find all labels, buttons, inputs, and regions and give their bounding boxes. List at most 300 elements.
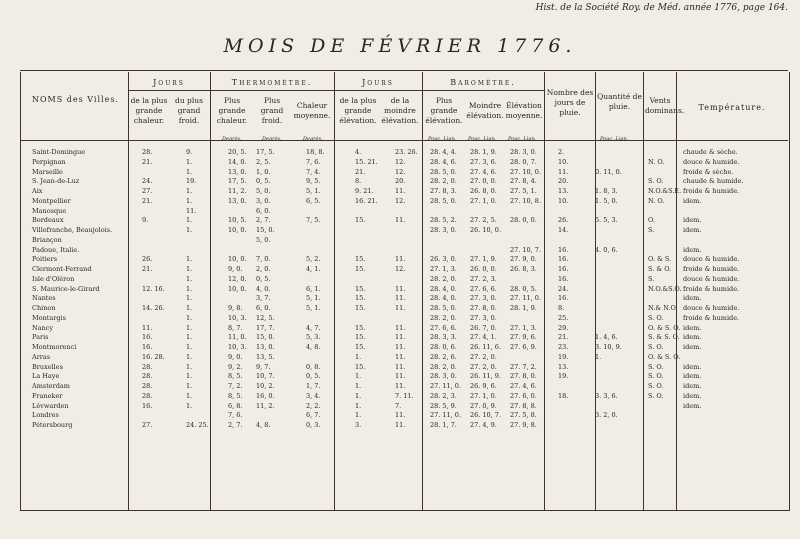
temperature-cell: idem. bbox=[683, 333, 702, 342]
jour-froid-cell: 24. 25. bbox=[186, 421, 209, 429]
baro-moyenne-cell: 28. 0, 5. bbox=[510, 284, 537, 293]
temperature-cell: froide & humide. bbox=[683, 313, 740, 322]
temperature-cell: idem. bbox=[683, 294, 702, 303]
jour-moindre-elevation-cell: 11. bbox=[395, 187, 406, 195]
baro-moyenne-cell: 28. 0, 0. bbox=[510, 216, 537, 225]
thermo-max-cell: 9, 2. bbox=[228, 362, 243, 371]
jour-chaleur-cell: 27. bbox=[142, 421, 153, 429]
temperature-cell: douce & humide. bbox=[683, 304, 740, 312]
city-name: Marseille bbox=[32, 167, 63, 176]
baro-min-cell: 27. 0, 0. bbox=[470, 177, 497, 186]
table-row bbox=[20, 236, 788, 246]
temperature-cell: douce & humide. bbox=[683, 255, 740, 264]
thermo-max-cell: 9, 0. bbox=[228, 265, 243, 273]
thermo-max-cell: 14, 0. bbox=[228, 157, 247, 166]
table-row bbox=[20, 382, 788, 392]
table-row bbox=[20, 285, 788, 295]
header-baro-grande: Plus grande élévation. bbox=[425, 96, 463, 125]
vents-cell: S. & S. O. bbox=[648, 333, 680, 342]
vents-cell: S. O. bbox=[648, 362, 664, 371]
jour-moindre-elevation-cell: 12. bbox=[395, 157, 406, 166]
baro-moyenne-cell: 27. 10, 0. bbox=[510, 167, 542, 176]
baro-min-cell: 26. 7, 0. bbox=[470, 323, 497, 332]
jour-chaleur-cell: 28. bbox=[142, 148, 153, 156]
thermo-moyenne-cell: 5, 3. bbox=[306, 333, 321, 342]
baro-min-cell: 27. 2, 3. bbox=[470, 274, 497, 283]
units-degres: Degrés. bbox=[303, 136, 323, 142]
baro-min-cell: 26. 8, 0. bbox=[470, 187, 497, 195]
city-name: Montmorenci bbox=[32, 343, 77, 351]
header-jours-froid: du plus grand froid. bbox=[175, 96, 203, 125]
thermo-moyenne-cell: 4, 8. bbox=[306, 343, 321, 351]
jour-grande-elevation-cell: 1. bbox=[355, 401, 362, 410]
jours-pluie-cell: 21. bbox=[558, 333, 569, 342]
jours-pluie-cell: 10. bbox=[558, 157, 569, 166]
table-row bbox=[20, 411, 788, 421]
jour-grande-elevation-cell: 1. bbox=[355, 391, 362, 400]
baro-max-cell: 28. 4, 6. bbox=[430, 157, 457, 166]
jour-moindre-elevation-cell: 11. bbox=[395, 323, 406, 332]
thermo-moyenne-cell: 18, 8. bbox=[306, 148, 325, 156]
thermo-min-cell: 9, 7. bbox=[256, 362, 271, 371]
thermo-moyenne-cell: 7, 4. bbox=[306, 167, 321, 176]
thermo-min-cell: 4, 0. bbox=[256, 284, 271, 293]
jour-chaleur-cell: 14. 26. bbox=[142, 304, 165, 312]
jours-pluie-cell: 11. bbox=[558, 167, 569, 176]
header-barometre: Baromètre. bbox=[450, 78, 516, 87]
jour-grande-elevation-cell: 15. 21. bbox=[355, 157, 378, 166]
thermo-moyenne-cell: 4, 1. bbox=[306, 265, 321, 273]
baro-max-cell: 28. 5, 9. bbox=[430, 401, 457, 410]
header-quantite-pluie: Quantité de pluie. bbox=[597, 92, 642, 111]
thermo-moyenne-cell: 7, 6. bbox=[306, 157, 321, 166]
jour-froid-cell: 19. bbox=[186, 177, 197, 186]
baro-moyenne-cell: 26. 8, 3. bbox=[510, 265, 537, 273]
temperature-cell: froide & humide. bbox=[683, 187, 740, 195]
header-jours-moindre-elevation: de la moindre élévation. bbox=[381, 96, 419, 125]
jours-pluie-cell: 24. bbox=[558, 284, 569, 293]
jour-froid-cell: 9. bbox=[186, 148, 193, 156]
jours-pluie-cell: 13. bbox=[558, 187, 569, 195]
units-pouc-lign: Pouc. Lign. bbox=[600, 136, 629, 142]
city-name: Arras bbox=[32, 352, 51, 361]
baro-max-cell: 27. 11, 0. bbox=[430, 411, 462, 420]
thermo-max-cell: 6, 8. bbox=[228, 401, 243, 410]
jour-grande-elevation-cell: 15. bbox=[355, 294, 366, 303]
vents-cell: S. bbox=[648, 226, 655, 234]
header-temperature: Température. bbox=[698, 103, 766, 112]
jour-moindre-elevation-cell: 11. bbox=[395, 343, 406, 351]
jour-moindre-elevation-cell: 11. bbox=[395, 372, 406, 381]
units-pouc-lign: Pouc. Lign. bbox=[468, 136, 497, 142]
temperature-cell: froide & sèche. bbox=[683, 167, 734, 176]
city-name: Chinon bbox=[32, 304, 56, 312]
temperature-cell: idem. bbox=[683, 362, 702, 371]
jour-grande-elevation-cell: 16. 21. bbox=[355, 196, 378, 205]
jour-moindre-elevation-cell: 11. bbox=[395, 411, 406, 420]
thermo-max-cell: 20, 5. bbox=[228, 148, 247, 156]
thermo-moyenne-cell: 5, 2. bbox=[306, 255, 321, 264]
jours-pluie-cell: 16. bbox=[558, 255, 569, 264]
jour-chaleur-cell: 16. bbox=[142, 401, 153, 410]
table-row bbox=[20, 158, 788, 168]
thermo-moyenne-cell: 2, 2. bbox=[306, 401, 321, 410]
jour-moindre-elevation-cell: 11. bbox=[395, 294, 406, 303]
baro-moyenne-cell: 28. 0, 7. bbox=[510, 157, 537, 166]
vents-cell: S. O. bbox=[648, 372, 664, 381]
baro-moyenne-cell: 27. 6, 9. bbox=[510, 343, 537, 351]
thermo-min-cell: 6, 0. bbox=[256, 304, 271, 312]
thermo-max-cell: 10, 0. bbox=[228, 255, 247, 264]
baro-moyenne-cell: 27. 11, 0. bbox=[510, 294, 542, 303]
jour-froid-cell: 1. bbox=[186, 284, 193, 293]
baro-min-cell: 27. 6, 6. bbox=[470, 284, 497, 293]
baro-moyenne-cell: 27. 9, 6. bbox=[510, 333, 537, 342]
thermo-max-cell: 9, 0. bbox=[228, 352, 243, 361]
vents-cell: N.& N.O. bbox=[648, 304, 678, 312]
baro-moyenne-cell: 27. 8, 0. bbox=[510, 372, 537, 381]
city-name: Perpignan bbox=[32, 157, 66, 166]
table-row bbox=[20, 333, 788, 343]
table-row bbox=[20, 353, 788, 363]
thermo-min-cell: 15, 0. bbox=[256, 333, 275, 342]
vents-cell: S. bbox=[648, 274, 655, 283]
thermo-max-cell: 8, 5. bbox=[228, 372, 243, 381]
header-thermo-moyenne: Chaleur moyenne. bbox=[293, 101, 331, 120]
jour-moindre-elevation-cell: 7. bbox=[395, 401, 402, 410]
thermo-min-cell: 13, 0. bbox=[256, 343, 275, 351]
jours-pluie-cell: 29. bbox=[558, 323, 569, 332]
group-rule bbox=[334, 90, 422, 91]
baro-max-cell: 28. 4, 4. bbox=[430, 148, 457, 156]
vents-cell: S. O. bbox=[648, 177, 664, 186]
page-title: MOIS DE FÉVRIER 1776. bbox=[223, 35, 577, 57]
thermo-max-cell: 10, 3. bbox=[228, 343, 247, 351]
running-head: Hist. de la Société Roy. de Méd. année 1776, page 164. bbox=[535, 3, 788, 13]
temperature-cell: idem. bbox=[683, 401, 702, 410]
table-row bbox=[20, 168, 788, 178]
baro-max-cell: 27. 1, 3. bbox=[430, 265, 457, 273]
table-row bbox=[20, 304, 788, 314]
baro-min-cell: 26. 9, 6. bbox=[470, 382, 497, 390]
jour-froid-cell: 1. bbox=[186, 323, 193, 332]
jour-froid-cell: 1. bbox=[186, 226, 193, 234]
quantite-pluie-cell: 3. 3, 6. bbox=[595, 391, 618, 400]
vents-cell: S. O. bbox=[648, 391, 664, 400]
quantite-pluie-cell: 5. 5, 3. bbox=[595, 216, 618, 225]
thermo-min-cell: 16, 0. bbox=[256, 391, 275, 400]
temperature-cell: idem. bbox=[683, 323, 702, 332]
baro-min-cell: 27. 3, 6. bbox=[470, 157, 497, 166]
jour-froid-cell: 1. bbox=[186, 167, 193, 176]
table-row bbox=[20, 265, 788, 275]
vents-cell: O. & S. bbox=[648, 255, 672, 264]
table-row bbox=[20, 324, 788, 334]
thermo-min-cell: 12, 5. bbox=[256, 313, 275, 322]
thermo-moyenne-cell: 4, 7. bbox=[306, 323, 321, 332]
city-name: Lévwarden bbox=[32, 401, 69, 410]
thermo-min-cell: 2, 7. bbox=[256, 216, 271, 225]
jour-froid-cell: 1. bbox=[186, 401, 193, 410]
header-jours: Jours bbox=[153, 78, 185, 87]
jour-chaleur-cell: 26. bbox=[142, 255, 153, 264]
jour-moindre-elevation-cell: 11. bbox=[395, 255, 406, 264]
jours-pluie-cell: 25. bbox=[558, 313, 569, 322]
thermo-min-cell: 11, 2. bbox=[256, 401, 275, 410]
thermo-min-cell: 6, 0. bbox=[256, 206, 271, 215]
jour-froid-cell: 1. bbox=[186, 333, 193, 342]
thermo-moyenne-cell: 5, 1. bbox=[306, 304, 321, 312]
thermo-moyenne-cell: 6, 7. bbox=[306, 411, 321, 420]
jour-froid-cell: 1. bbox=[186, 372, 193, 381]
jour-moindre-elevation-cell: 11. bbox=[395, 362, 406, 371]
city-name: Nancy bbox=[32, 323, 54, 332]
baro-min-cell: 27. 4, 1. bbox=[470, 333, 497, 342]
baro-min-cell: 27. 4, 6. bbox=[470, 167, 497, 176]
baro-min-cell: 27. 3, 0. bbox=[470, 313, 497, 322]
jour-grande-elevation-cell: 15. bbox=[355, 255, 366, 264]
temperature-cell: idem. bbox=[683, 343, 702, 351]
thermo-moyenne-cell: 3, 4. bbox=[306, 391, 321, 400]
jour-moindre-elevation-cell: 11. bbox=[395, 284, 406, 293]
temperature-cell: idem. bbox=[683, 391, 702, 400]
baro-max-cell: 28. 2, 3. bbox=[430, 391, 457, 400]
baro-moyenne-cell: 27. 7, 2. bbox=[510, 362, 537, 371]
header-thermo-froid: Plus grand froid. bbox=[260, 96, 284, 125]
jour-grande-elevation-cell: 15. bbox=[355, 304, 366, 312]
jour-moindre-elevation-cell: 11. bbox=[395, 421, 406, 429]
jour-grande-elevation-cell: 1. bbox=[355, 411, 362, 420]
thermo-max-cell: 17, 5. bbox=[228, 177, 247, 186]
baro-min-cell: 27. 8, 0. bbox=[470, 304, 497, 312]
vents-cell: N. O. bbox=[648, 157, 665, 166]
jour-chaleur-cell: 16. bbox=[142, 343, 153, 351]
baro-moyenne-cell: 27. 9, 8. bbox=[510, 421, 537, 429]
thermo-min-cell: 0, 5. bbox=[256, 274, 271, 283]
jour-moindre-elevation-cell: 23. 26. bbox=[395, 148, 418, 156]
thermo-min-cell: 7, 0. bbox=[256, 255, 271, 264]
jour-chaleur-cell: 27. bbox=[142, 187, 153, 195]
jour-froid-cell: 1. bbox=[186, 304, 193, 312]
vents-cell: N.O.&S.E. bbox=[648, 187, 682, 195]
city-name: S. Maurice-le-Girard bbox=[32, 284, 100, 293]
thermo-max-cell: 9, 8. bbox=[228, 304, 243, 312]
baro-max-cell: 28. 4, 0. bbox=[430, 294, 457, 303]
baro-min-cell: 26. 10, 0. bbox=[470, 226, 502, 234]
jour-froid-cell: 1. bbox=[186, 187, 193, 195]
jours-pluie-cell: 20. bbox=[558, 177, 569, 186]
jour-chaleur-cell: 21. bbox=[142, 157, 153, 166]
jour-grande-elevation-cell: 4. bbox=[355, 148, 362, 156]
baro-moyenne-cell: 27. 1, 3. bbox=[510, 323, 537, 332]
baro-max-cell: 27. 8, 3. bbox=[430, 187, 457, 195]
table-row bbox=[20, 363, 788, 373]
quantite-pluie-cell: 1. 4, 6. bbox=[595, 333, 618, 342]
baro-max-cell: 27. 11, 0. bbox=[430, 382, 462, 390]
city-name: Poitiers bbox=[32, 255, 58, 264]
table-row bbox=[20, 392, 788, 402]
header-baro-moyenne: Élévation moyenne. bbox=[505, 101, 543, 120]
baro-min-cell: 27. 4, 9. bbox=[470, 421, 497, 429]
thermo-max-cell: 7, 6. bbox=[228, 411, 243, 420]
jours-pluie-cell: 8. bbox=[558, 304, 565, 312]
thermo-max-cell: 13, 0. bbox=[228, 196, 247, 205]
baro-max-cell: 28. 0, 6. bbox=[430, 343, 457, 351]
title-rule bbox=[20, 70, 788, 71]
thermo-min-cell: 15, 0. bbox=[256, 226, 275, 234]
table-row bbox=[20, 255, 788, 265]
jour-chaleur-cell: 12. 16. bbox=[142, 284, 165, 293]
header-jours-baro: Jours bbox=[362, 78, 394, 87]
jour-froid-cell: 1. bbox=[186, 157, 193, 166]
baro-max-cell: 26. 3, 0. bbox=[430, 255, 457, 264]
jour-grande-elevation-cell: 15. bbox=[355, 265, 366, 273]
city-name: Saint-Domingue bbox=[32, 148, 86, 156]
table-row bbox=[20, 197, 788, 207]
units-degres: Degrés. bbox=[222, 136, 242, 142]
units-degres: Degrés. bbox=[262, 136, 282, 142]
jour-moindre-elevation-cell: 12. bbox=[395, 167, 406, 176]
table-row bbox=[20, 177, 788, 187]
jour-froid-cell: 1. bbox=[186, 352, 193, 361]
vents-cell: S. O. bbox=[648, 343, 664, 351]
thermo-max-cell: 10, 3. bbox=[228, 313, 247, 322]
table-row bbox=[20, 314, 788, 324]
jour-moindre-elevation-cell: 11. bbox=[395, 352, 406, 361]
city-name: Isle d'Oléron bbox=[32, 274, 75, 283]
thermo-moyenne-cell: 5, 1. bbox=[306, 187, 321, 195]
baro-moyenne-cell: 28. 3, 0. bbox=[510, 148, 537, 156]
thermo-min-cell: 1, 0. bbox=[256, 167, 271, 176]
city-name: Clermont-Ferrand bbox=[32, 265, 92, 273]
jours-pluie-cell: 19. bbox=[558, 352, 569, 361]
jour-grande-elevation-cell: 21. bbox=[355, 167, 366, 176]
baro-min-cell: 28. 1, 9. bbox=[470, 148, 497, 156]
jours-pluie-cell: 23. bbox=[558, 343, 569, 351]
baro-max-cell: 28. 2, 0. bbox=[430, 177, 457, 186]
baro-min-cell: 27. 2, 0. bbox=[470, 352, 497, 361]
thermo-moyenne-cell: 6, 1. bbox=[306, 284, 321, 293]
temperature-cell: chaude & sèche. bbox=[683, 148, 738, 156]
temperature-cell: idem. bbox=[683, 245, 702, 254]
city-name: Montargis bbox=[32, 313, 66, 322]
thermo-moyenne-cell: 6, 5. bbox=[306, 196, 321, 205]
temperature-cell: froide & humide. bbox=[683, 265, 740, 273]
jour-grande-elevation-cell: 15. bbox=[355, 323, 366, 332]
baro-min-cell: 27. 1, 0. bbox=[470, 196, 497, 205]
header-jours-pluie: Nombre des jours de pluie. bbox=[546, 88, 594, 117]
baro-moyenne-cell: 27. 5, 1. bbox=[510, 187, 537, 195]
thermo-min-cell: 5, 0. bbox=[256, 235, 271, 244]
thermo-min-cell: 17, 5. bbox=[256, 148, 275, 156]
temperature-cell: douce & humide. bbox=[683, 274, 740, 283]
jour-grande-elevation-cell: 15. bbox=[355, 362, 366, 371]
jours-pluie-cell: 2. bbox=[558, 148, 565, 156]
baro-max-cell: 28. 5, 0. bbox=[430, 167, 457, 176]
jours-pluie-cell: 16. bbox=[558, 274, 569, 283]
city-name: S. Jean-de-Luz bbox=[32, 177, 80, 186]
jour-grande-elevation-cell: 1. bbox=[355, 352, 362, 361]
jour-moindre-elevation-cell: 12. bbox=[395, 265, 406, 273]
thermo-min-cell: 0, 5. bbox=[256, 177, 271, 186]
city-name: Franeker bbox=[32, 391, 63, 400]
table-row bbox=[20, 402, 788, 412]
thermo-max-cell: 7, 2. bbox=[228, 382, 243, 390]
city-name: Pétersbourg bbox=[32, 421, 73, 429]
jours-pluie-cell: 13. bbox=[558, 362, 569, 371]
baro-moyenne-cell: 27. 5, 8. bbox=[510, 411, 537, 420]
thermo-min-cell: 13, 5. bbox=[256, 352, 275, 361]
baro-moyenne-cell: 27. 10, 8. bbox=[510, 196, 542, 205]
thermo-min-cell: 4, 8. bbox=[256, 421, 271, 429]
thermo-moyenne-cell: 5, 1. bbox=[306, 294, 321, 303]
vents-cell: N.O.&S.O. bbox=[648, 284, 682, 293]
city-name: Villefranche, Beaujolois. bbox=[32, 226, 113, 234]
table-row bbox=[20, 343, 788, 353]
baro-max-cell: 28. 5, 0. bbox=[430, 196, 457, 205]
city-name: Nantes bbox=[32, 294, 56, 303]
thermo-moyenne-cell: 0, 3. bbox=[306, 421, 321, 429]
header-thermo-chaleur: Plus grande chaleur. bbox=[216, 96, 248, 125]
jour-froid-cell: 1. bbox=[186, 216, 193, 225]
jour-grande-elevation-cell: 15. bbox=[355, 343, 366, 351]
jour-grande-elevation-cell: 1. bbox=[355, 372, 362, 381]
temperature-cell: froide & humide. bbox=[683, 284, 740, 293]
thermo-max-cell: 10, 5. bbox=[228, 216, 247, 225]
baro-min-cell: 27. 1, 0. bbox=[470, 391, 497, 400]
thermo-min-cell: 3, 7. bbox=[256, 294, 271, 303]
table-row bbox=[20, 246, 788, 256]
vents-cell: O. & S. O. bbox=[648, 323, 681, 332]
baro-min-cell: 26. 0, 0. bbox=[470, 265, 497, 273]
header-thermometre: Thermomètre. bbox=[231, 78, 313, 87]
jour-moindre-elevation-cell: 20. bbox=[395, 177, 406, 186]
thermo-min-cell: 5, 0. bbox=[256, 187, 271, 195]
units-pouc-lign: Pouc. Lign. bbox=[428, 136, 457, 142]
baro-min-cell: 27. 2, 5. bbox=[470, 216, 497, 225]
thermo-moyenne-cell: 0, 8. bbox=[306, 362, 321, 371]
jours-pluie-cell: 14. bbox=[558, 226, 569, 234]
jour-froid-cell: 1. bbox=[186, 362, 193, 371]
city-name: Montpellier bbox=[32, 196, 71, 205]
header-baro-moindre: Moindre élévation. bbox=[466, 101, 504, 120]
table-row bbox=[20, 226, 788, 236]
vents-cell: N. O. bbox=[648, 196, 665, 205]
baro-max-cell: 27. 6, 6. bbox=[430, 323, 457, 332]
jour-froid-cell: 1. bbox=[186, 313, 193, 322]
baro-max-cell: 28. 2, 0. bbox=[430, 362, 457, 371]
jour-grande-elevation-cell: 15. bbox=[355, 333, 366, 342]
table-row bbox=[20, 148, 788, 158]
baro-max-cell: 28. 4, 0. bbox=[430, 284, 457, 293]
group-rule bbox=[422, 90, 544, 91]
quantite-pluie-cell: 1. 8, 3. bbox=[595, 187, 618, 195]
header-jours-chaleur: de la plus grande chaleur. bbox=[130, 96, 168, 125]
jours-pluie-cell: 16. bbox=[558, 294, 569, 303]
table-row bbox=[20, 207, 788, 217]
group-rule bbox=[210, 90, 334, 91]
city-name: Londres bbox=[32, 411, 59, 420]
jour-grande-elevation-cell: 1. bbox=[355, 382, 362, 390]
vents-cell: S. & O. bbox=[648, 265, 672, 273]
jour-froid-cell: 1. bbox=[186, 343, 193, 351]
baro-max-cell: 28. 2, 0. bbox=[430, 313, 457, 322]
city-name: Bruxelles bbox=[32, 362, 63, 371]
units-pouc-lign: Pouc. Lign. bbox=[508, 136, 537, 142]
quantite-pluie-cell: 0. 11, 0. bbox=[595, 167, 622, 176]
header-noms: NOMS des Villes. bbox=[32, 95, 119, 104]
thermo-min-cell: 2, 0. bbox=[256, 265, 271, 273]
